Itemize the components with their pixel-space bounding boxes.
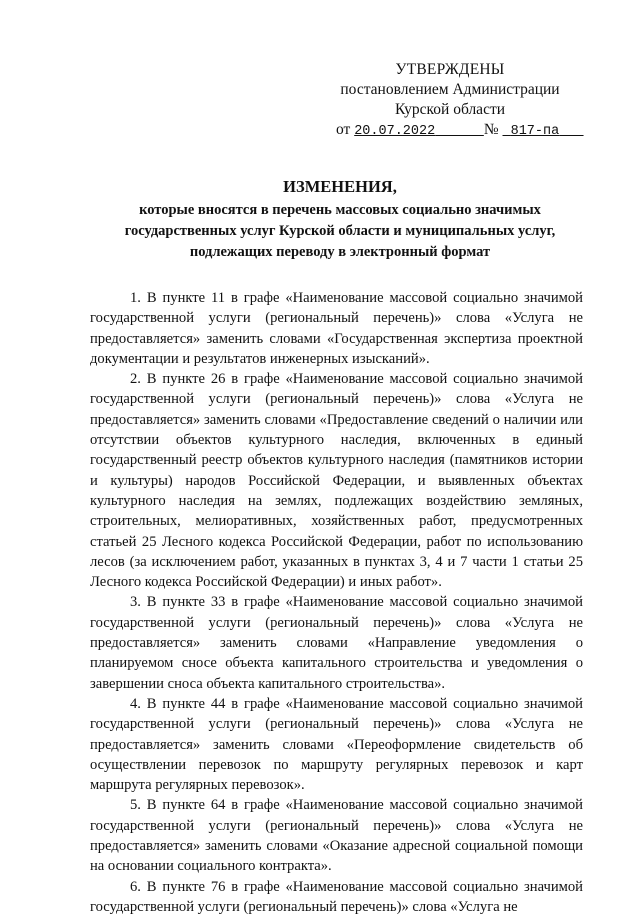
approval-block [330, 60, 570, 142]
list-item: 3. В пункте 33 в графе «Наименование массовой социально значимой государственной услуги (региональный перечень)» слова «Услуга не предоставляется» заменить словами «Направление уведомления о планируемом сносе объекта капитального строительства и уведомления о завершении сноса объекта капитального строительства». [90, 594, 583, 692]
number-label: № [483, 121, 499, 138]
approval-line-2: Курской области [394, 101, 506, 118]
document-heading [90, 176, 590, 263]
approval-line-1: постановлением Администрации [340, 81, 560, 98]
approval-number: 817-па [510, 124, 560, 139]
list-item: 4. В пункте 44 в графе «Наименование массовой социально значимой государственной услуги (региональный перечень)» слова «Услуга не предоставляется» заменить словами «Переоформление свидетельств об осуществлении перевозок по маршруту регулярных перевозок и карт маршрута регулярных перевозок». [90, 695, 583, 794]
list-item: 6. В пункте 76 в графе «Наименование массовой социально значимой государственной услуги (региональный перечень)» слова «Услуга не [90, 878, 583, 915]
list-item: 5. В пункте 64 в графе «Наименование массовой социально значимой государственной услуги (региональный перечень)» слова «Услуга не предоставляется» заменить словами «Оказание адресной социальной помощи на основании социального контракта». [90, 797, 583, 875]
list-item: 1. В пункте 11 в графе «Наименование массовой социально значимой государственной услуги (региональный перечень)» слова «Услуга не предоставляется» заменить словами «Государственная экспертиза проектной документации и результатов инженерных изысканий». [90, 290, 583, 367]
from-label: от [336, 121, 351, 138]
heading-title: ИЗМЕНЕНИЯ, [283, 177, 397, 196]
document-body [90, 288, 583, 917]
approval-title: УТВЕРЖДЕНЫ [395, 61, 505, 78]
approval-date-line [330, 120, 570, 142]
approval-date: 20.07.2022 [354, 124, 436, 139]
list-item: 2. В пункте 26 в графе «Наименование массовой социально значимой государственной услуги (региональный перечень)» слова «Услуга не предоставляется» заменить словами «Предоставление сведений о наличии или отсутствии объектов культурного наследия, включенных в единый государственный реестр объектов культурного наследия (памятников истории и культуры) народов Российской Федерации, и выявленных объектах культурного наследия на землях, подлежащих воздействию земляных, строительных, мелиоративных, хозяйственных работ, предусмотренных статьей 25 Лесного кодекса Российской Федерации, работ по использованию лесов (за исключением работ, указанных в пунктах 3, 4 и 7 части 1 статьи 25 Лесного кодекса Российской Федерации) и иных работ». [90, 371, 583, 591]
heading-subtitle: которые вносятся в перечень массовых социально значимых государственных услуг Курской области и муниципальных услуг, подлежащих переводу в электронный формат [124, 202, 556, 260]
